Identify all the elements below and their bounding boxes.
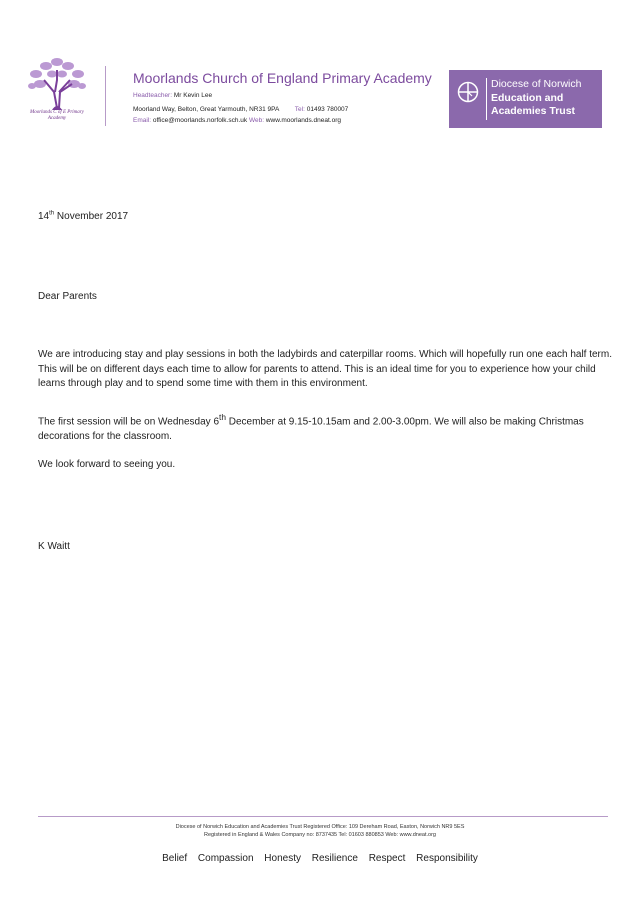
value-respect: Respect	[368, 853, 406, 864]
address-line	[133, 106, 348, 113]
diocese-name	[491, 78, 581, 119]
letter-date	[38, 210, 128, 225]
tel-label: Tel:	[294, 106, 305, 113]
diocese-logo	[449, 70, 602, 128]
paragraph-2	[38, 410, 613, 444]
contact-line	[133, 117, 341, 124]
school-name: Moorlands Church of England Primary Academy	[133, 70, 432, 86]
paragraph-1: We are introducing stay and play sessions in both the ladybirds and caterpillar rooms. Which will hopefully run one each half term. This will be on different days each time to allow for parents to attend. This is an ideal time for you to experience how your child learns through play and to spend some time with them in this environment.	[38, 349, 612, 389]
headteacher-line	[133, 92, 212, 99]
date-rest: November 2017	[54, 211, 129, 222]
school-values	[0, 853, 640, 864]
footer-divider	[38, 816, 608, 817]
web-value[interactable]: www.moorlands.dneat.org	[265, 117, 341, 124]
date-day: 14	[38, 211, 50, 222]
tel-value: 01493 780007	[306, 106, 349, 113]
diocese-line-3: Academies Trust	[491, 105, 576, 117]
headteacher-name: Mr Kevin Lee	[173, 92, 213, 99]
salutation: Dear Parents	[38, 291, 97, 302]
paragraph-2-start: The first session will be on Wednesday 6	[38, 416, 220, 428]
cross-icon	[457, 81, 479, 103]
paragraph-2-sup: th	[219, 412, 226, 422]
school-address: Moorland Way, Belton, Great Yarmouth, NR31 9PA	[133, 106, 279, 113]
paragraph-3: We look forward to seeing you.	[38, 459, 176, 470]
headteacher-label: Headteacher:	[133, 92, 173, 99]
email-label: Email:	[133, 117, 152, 124]
logo-caption: Moorlands C of E Primary Academy	[30, 110, 84, 121]
diocese-line-2: Education and	[491, 91, 564, 104]
web-label: Web:	[248, 117, 265, 124]
diocese-line-1: Diocese of Norwich	[491, 78, 582, 90]
footer-registration: Registered in England & Wales Company no: 8737435 Tel: 01603 880853 Web: www.dneat.org	[204, 832, 436, 838]
diocese-divider	[486, 78, 487, 120]
value-honesty: Honesty	[264, 853, 301, 864]
email-value[interactable]: office@moorlands.norfolk.sch.uk	[152, 117, 248, 124]
value-compassion: Compassion	[197, 853, 254, 864]
value-resilience: Resilience	[311, 853, 358, 864]
header-divider	[105, 66, 106, 126]
footer-registered-office: Diocese of Norwich Education and Academies Trust Registered Office: 109 Dereham Road, Easton, Norwich NR9 5ES	[175, 824, 465, 830]
paragraph-2-end: December at 9.15-10.15am and 2.00-3.00pm. We will also be making Christmas decorations for the classroom.	[38, 416, 584, 442]
date-suffix: th	[49, 210, 55, 217]
signature: K Waitt	[38, 541, 70, 552]
value-responsibility: Responsibility	[416, 853, 478, 864]
value-belief: Belief	[162, 853, 188, 864]
